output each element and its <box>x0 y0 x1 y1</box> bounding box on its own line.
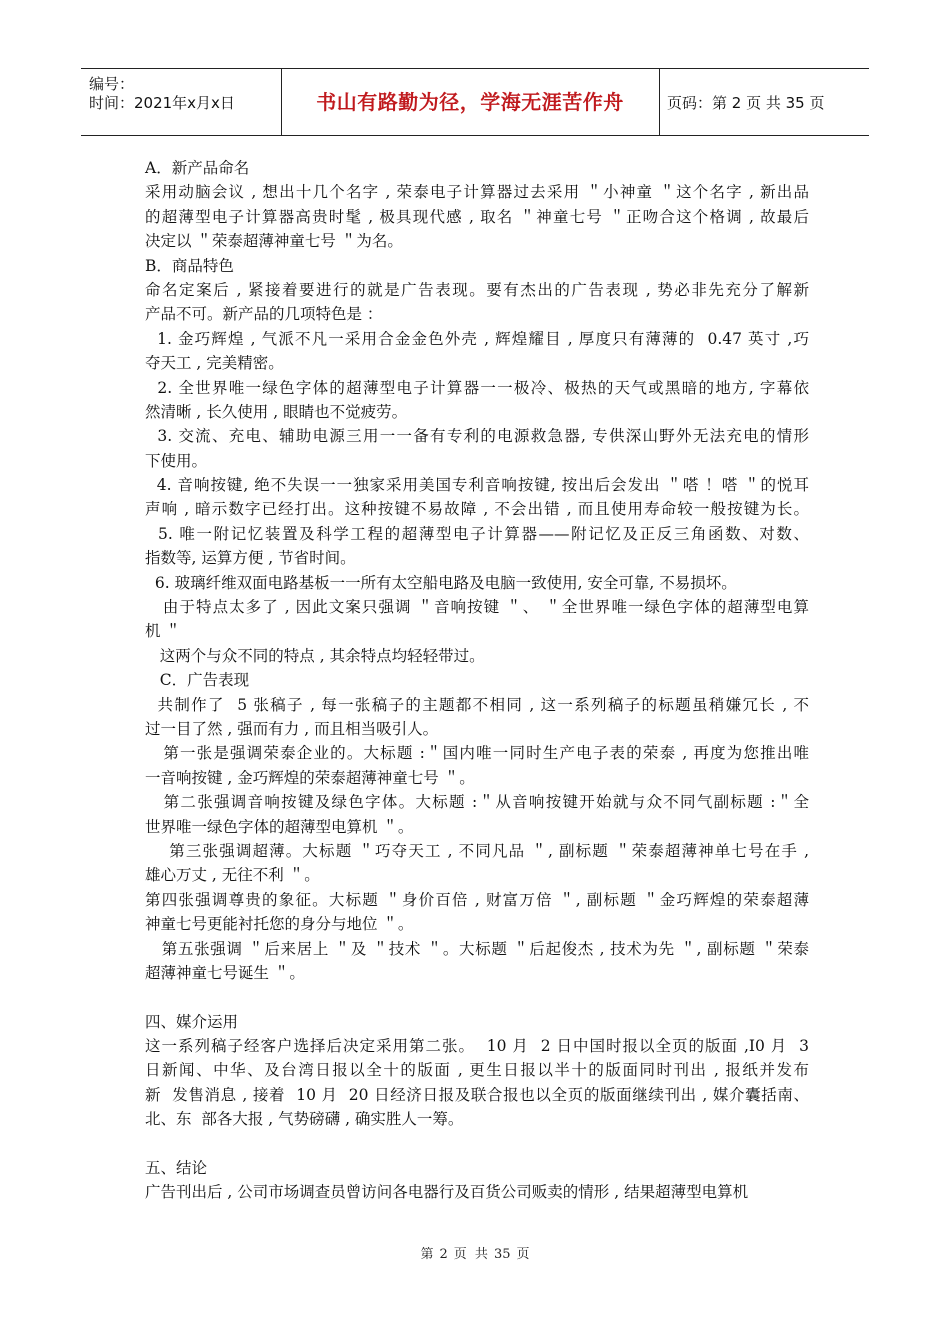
text-line: 日新闻、中华、及台湾日报以全十的版面 , 更生日报以半十的版面同时刊出 , 报纸并发布 <box>145 1061 809 1080</box>
text-line: 北、东 部各大报 , 气势磅礴 , 确实胜人一筹。 <box>145 1110 464 1129</box>
text-line: 然清晰 , 长久使用 , 眼睛也不觉疲劳。 <box>145 402 408 421</box>
text-line: 神童七号更能衬托您的身分与地位 ＂。 <box>145 915 414 934</box>
text-line: 的超薄型电子计算器高贵时髦 , 极具现代感 , 取名 ＂神童七号 ＂正吻合这个格调 , 故最后 <box>145 207 809 226</box>
footer-total-pages: 35 <box>493 1247 511 1262</box>
text-line: 雄心万丈 , 无往不利 ＂。 <box>145 866 320 885</box>
document-header <box>81 68 869 136</box>
text-line: C．广告表现 <box>145 671 250 690</box>
text-line: 第三张强调超薄。大标题 ＂巧夺天工 , 不同凡品 ＂, 副标题 ＂荣泰超薄神单七号在手 , <box>145 841 809 860</box>
text-line: 采用动脑会议 , 想出十几个名字 , 荣泰电子计算器过去采用 ＂小神童 ＂这个名字 , 新出品 <box>145 183 809 202</box>
text-line: 过一目了然 , 强而有力 , 而且相当吸引人。 <box>145 719 439 738</box>
header-motto: 书山有路勤为径，学海无涯苦作舟 <box>316 90 624 114</box>
footer-prefix: 第 <box>420 1247 434 1262</box>
text-line: 命名定案后 , 紧接着要进行的就是广告表现。要有杰出的广告表现 , 势必非先充分了解新 <box>145 280 809 299</box>
document-body <box>145 156 809 1205</box>
text-line: B．商品特色 <box>145 256 234 275</box>
text-line: 机 ＂ <box>145 622 181 641</box>
header-page-info: 页码：第 2 页 共 35 页 <box>667 94 825 112</box>
text-line: 第一张是强调荣泰企业的。大标题 :＂国内唯一同时生产电子表的荣泰 , 再度为您推出唯 <box>145 744 809 763</box>
text-line: 5. 唯一附记忆装置及科学工程的超薄型电子计算器——附记忆及正反三角函数、对数、 <box>145 524 809 543</box>
paragraph-gap <box>145 1132 809 1156</box>
text-line: 广告刊出后 , 公司市场调查员曾访问各电器行及百货公司贩卖的情形 , 结果超薄型电算机 <box>145 1183 749 1202</box>
text-line: 这两个与众不同的特点 , 其余特点均轻轻带过。 <box>145 646 485 665</box>
text-line: 决定以 ＂荣泰超薄神童七号 ＂为名。 <box>145 232 403 251</box>
footer-suffix: 页 <box>516 1247 530 1262</box>
text-line: 下使用。 <box>145 451 208 470</box>
header-left-cell <box>81 69 282 135</box>
text-line: 五、结论 <box>145 1159 208 1178</box>
text-line: 超薄神童七号诞生 ＂。 <box>145 963 305 982</box>
document-date-label: 时间：2021年x月x日 <box>89 94 235 112</box>
document-number-label: 编号： <box>89 75 135 93</box>
text-line: 1. 金巧辉煌 , 气派不凡一采用合金金色外壳 , 辉煌耀目 , 厚度只有薄薄的 0.47 英寸 ,巧 <box>145 329 809 348</box>
paragraph-gap <box>145 985 809 1009</box>
header-right-cell <box>659 69 869 135</box>
text-line: 第二张强调音响按键及绿色字体。大标题 :＂从音响按键开始就与众不同气副标题 :＂全 <box>145 793 809 812</box>
footer-page-number: 2 <box>439 1247 448 1262</box>
text-line: 第四张强调尊贵的象征。大标题 ＂身价百倍 , 财富万倍 ＂, 副标题 ＂金巧辉煌的荣泰超薄 <box>145 890 809 909</box>
text-line: 世界唯一绿色字体的超薄型电算机 ＂。 <box>145 817 414 836</box>
text-line: 四、媒介运用 <box>145 1012 239 1031</box>
text-line: 4. 音响按键, 绝不失误一一独家采用美国专利音响按键, 按出后会发出 ＂嗒 ！嗒 ＂的悦耳 <box>145 476 809 495</box>
text-line: 指数等, 运算方便 , 节省时间。 <box>145 549 356 568</box>
text-line: 产品不可。新产品的几项特色是 ： <box>145 305 383 324</box>
page-footer <box>0 1246 950 1264</box>
text-line: 6. 玻璃纤维双面电路基板一一所有太空船电路及电脑一致使用, 安全可靠, 不易损坏。 <box>145 573 737 592</box>
text-line: 一音响按键 , 金巧辉煌的荣泰超薄神童七号 ＂。 <box>145 768 475 787</box>
text-line: 由于特点太多了 , 因此文案只强调 ＂音响按键 ＂、 ＂全世界唯一绿色字体的超薄型电算 <box>145 598 809 617</box>
text-line: 这一系列稿子经客户选择后决定采用第二张。 10 月 2 日中国时报以全页的版面 ,I0 月 3 <box>145 1037 809 1056</box>
footer-middle: 页 共 <box>453 1247 488 1262</box>
text-line: 第五张强调 ＂后来居上 ＂及 ＂技术 ＂。大标题 ＂后起俊杰 , 技术为先 ＂, 副标题 ＂荣泰 <box>145 939 809 958</box>
text-line: 3. 交流、充电、辅助电源三用一一备有专利的电源救急器, 专供深山野外无法充电的情形 <box>145 427 809 446</box>
text-line: A．新产品命名 <box>145 159 250 177</box>
text-line: 共制作了 5 张稿子 , 每一张稿子的主题都不相同 , 这一系列稿子的标题虽稍嫌冗长 , 不 <box>145 695 809 714</box>
text-line: 夺天工 , 完美精密。 <box>145 354 284 373</box>
text-line: 2. 全世界唯一绿色字体的超薄型电子计算器一一极冷、极热的天气或黑暗的地方, 字幕依 <box>145 378 809 397</box>
text-line: 声响 , 暗示数字已经打出。这种按键不易故障 , 不会出错 , 而且使用寿命较一般按键为长。 <box>145 500 809 519</box>
header-center-cell <box>281 69 660 135</box>
text-line: 新 发售消息 , 接着 10 月 20 日经济日报及联合报也以全页的版面继续刊出 , 媒介囊括南、 <box>145 1085 809 1104</box>
